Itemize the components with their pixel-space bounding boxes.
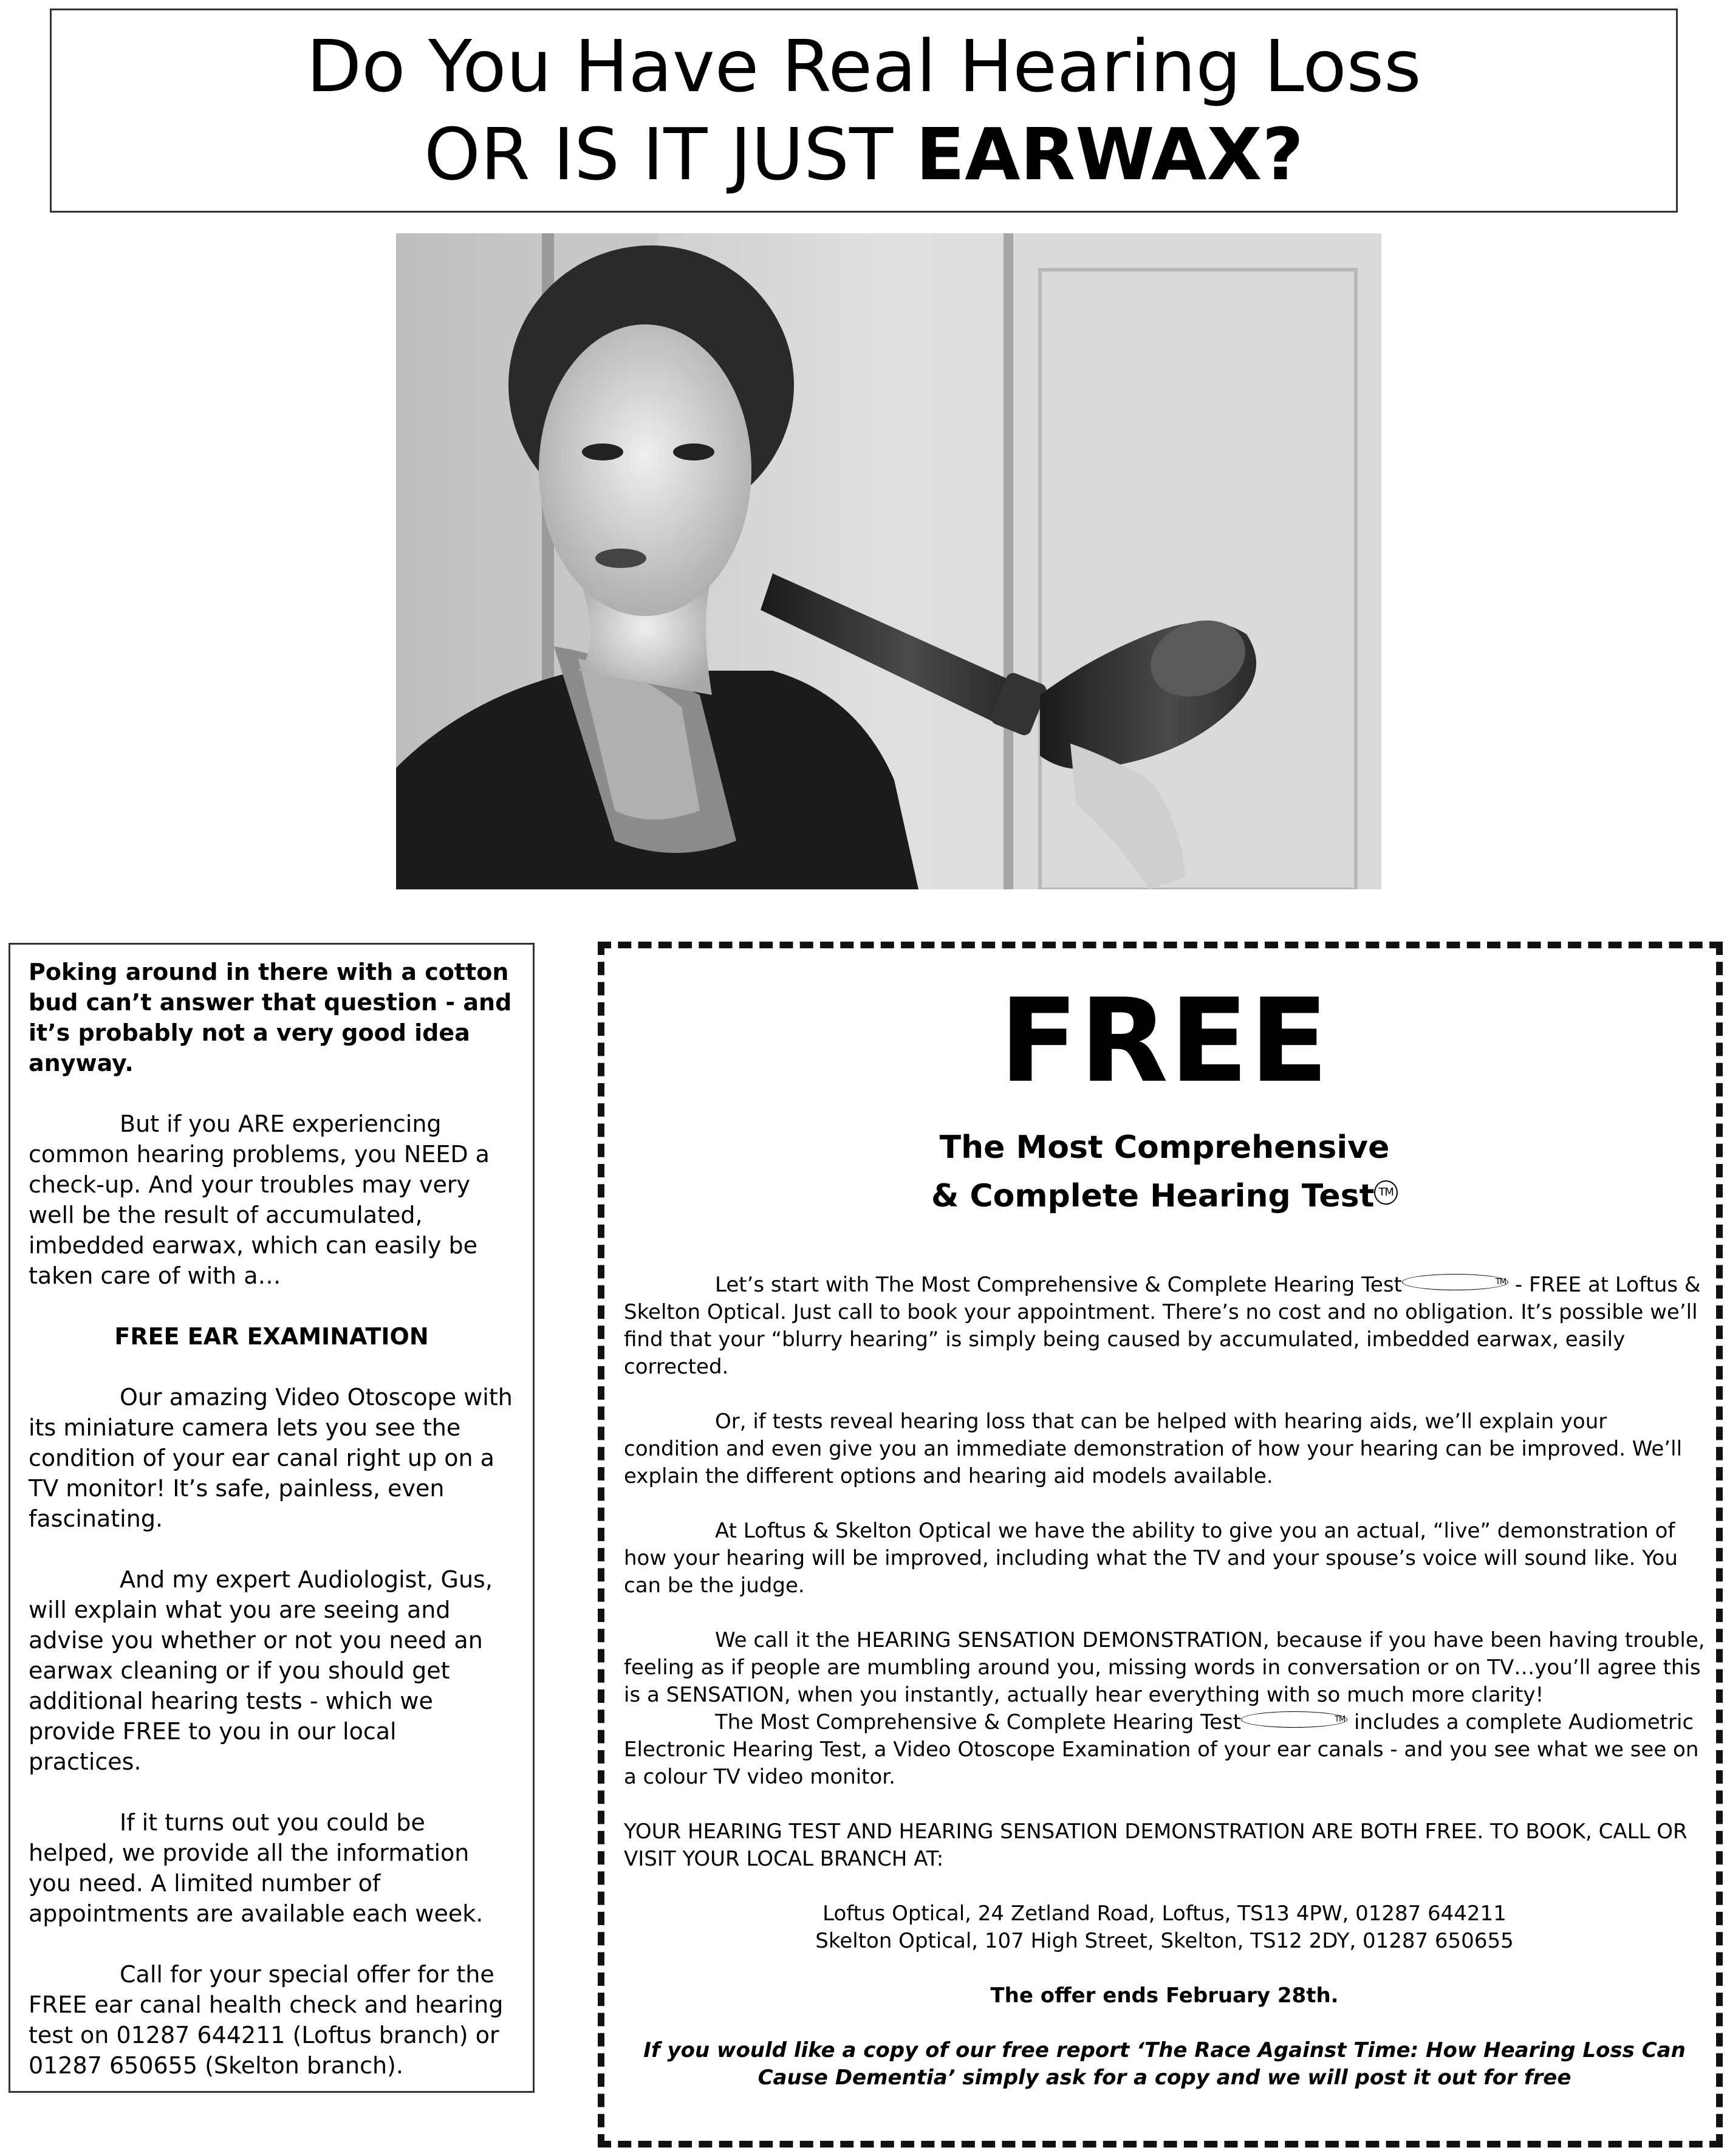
offer-ends: The offer ends February 28th. — [990, 1983, 1339, 2008]
left-paragraph-2: Our amazing Video Otoscope with its miniature camera lets you see the condition of your ear canal right up on a TV monitor! It’s safe, painless, even fascinating. — [29, 1384, 513, 1532]
subtitle-line-2 — [624, 1172, 1705, 1220]
right-paragraph-2: Or, if tests reveal hearing loss that can be helped with hearing aids, we’ll explain your condition and even give you an immediate demonstration of how your hearing can be improved. We’ll explain the different options and hearing aid models available. — [624, 1409, 1683, 1488]
free-title: FREE — [999, 974, 1330, 1108]
headline-line-2-prefix: OR IS IT JUST — [423, 112, 916, 196]
left-paragraph-3: And my expert Audiologist, Gus, will explain what you are seeing and advise you whether or not you need an earwax cleaning or if you should get additional hearing tests - which we provide FREE to you in our local practices. — [29, 1566, 493, 1775]
right-paragraph-5-a: The Most Comprehensive & Complete Hearing Test — [715, 1710, 1242, 1734]
right-paragraph-1-a: Let’s start with The Most Comprehensive & Complete Hearing Test — [715, 1273, 1402, 1297]
subtitle-line-1: The Most Comprehensive — [939, 1129, 1390, 1166]
left-heading: FREE EAR EXAMINATION — [114, 1323, 429, 1350]
subtitle — [624, 1123, 1705, 1220]
right-paragraph-1 — [624, 1271, 1705, 1381]
right-paragraph-5 — [624, 1709, 1705, 1791]
trademark-icon: TM — [1374, 1180, 1398, 1205]
headline-line-2-bold: EARWAX? — [915, 112, 1304, 196]
right-paragraph-5-b: includes a complete Audiometric Electronic Hearing Test, a Video Otoscope Examination of your ear canals - and you see what we see on a colour TV video monitor. — [624, 1710, 1699, 1789]
headline-line-1: Do You Have Real Hearing Loss — [306, 24, 1421, 108]
free-report-offer: If you would like a copy of our free report ‘The Race Against Time: How Hearing Loss Can Cause Dementia’ simply ask for a copy and we will post it out for free — [643, 2038, 1686, 2090]
subtitle-line-2-text: & Complete Hearing Test — [931, 1178, 1375, 1214]
woman-with-ear-trumpet-photo — [396, 233, 1381, 889]
branch-loftus: Loftus Optical, 24 Zetland Road, Loftus, TS13 4PW, 01287 644211 — [822, 1901, 1506, 1926]
left-paragraph-1: But if you ARE experiencing common hearing problems, you NEED a check-up. And your troubles may very well be the result of accumulated, imbedded earwax, which can easily be taken care of with a… — [29, 1111, 490, 1289]
right-paragraph-1-b: - FREE at Loftus & Skelton Optical. Just call to book your appointment. There’s no cost and no obligation. It’s possible we’ll find that your “blurry hearing” is simply being caused by accumulated, imbedded earwax, easily corrected. — [624, 1273, 1701, 1379]
headline-box — [50, 9, 1678, 213]
left-column-box — [9, 943, 535, 2093]
right-paragraph-6: YOUR HEARING TEST AND HEARING SENSATION DEMONSTRATION ARE BOTH FREE. TO BOOK, CALL OR VISIT YOUR LOCAL BRANCH AT: — [624, 1819, 1688, 1871]
left-lead-text: Poking around in there with a cotton bud can’t answer that question - and it’s probably not a very good idea anyway. — [29, 959, 512, 1076]
branch-addresses — [624, 1900, 1705, 1955]
right-paragraph-4: We call it the HEARING SENSATION DEMONSTRATION, because if you have been having trouble, feeling as if people are mumbling around you, missing words in conversation or on TV…you’ll agree this is a SENSATION, when you instantly, actually hear everything with so much more clarity! — [624, 1628, 1705, 1707]
right-body-text — [624, 1271, 1705, 2092]
headline-line-2 — [424, 111, 1304, 199]
left-paragraph-5: Call for your special offer for the FREE ear canal health check and hearing test on 01287 644211 (Loftus branch) or 01287 650655 (Skelton branch). — [29, 1961, 504, 2079]
trademark-icon: TM — [1402, 1274, 1508, 1290]
branch-skelton: Skelton Optical, 107 High Street, Skelton, TS12 2DY, 01287 650655 — [815, 1929, 1514, 1953]
photo-illustration — [396, 233, 1381, 889]
right-paragraph-3: At Loftus & Skelton Optical we have the ability to give you an actual, “live” demonstration of how your hearing will be improved, including what the TV and your spouse’s voice will sound like. You can be the judge. — [624, 1519, 1678, 1598]
left-paragraph-4: If it turns out you could be helped, we provide all the information you need. A limited number of appointments are available each week. — [29, 1809, 484, 1927]
trademark-icon: TM — [1241, 1711, 1347, 1728]
right-column-coupon-box — [598, 942, 1723, 2147]
